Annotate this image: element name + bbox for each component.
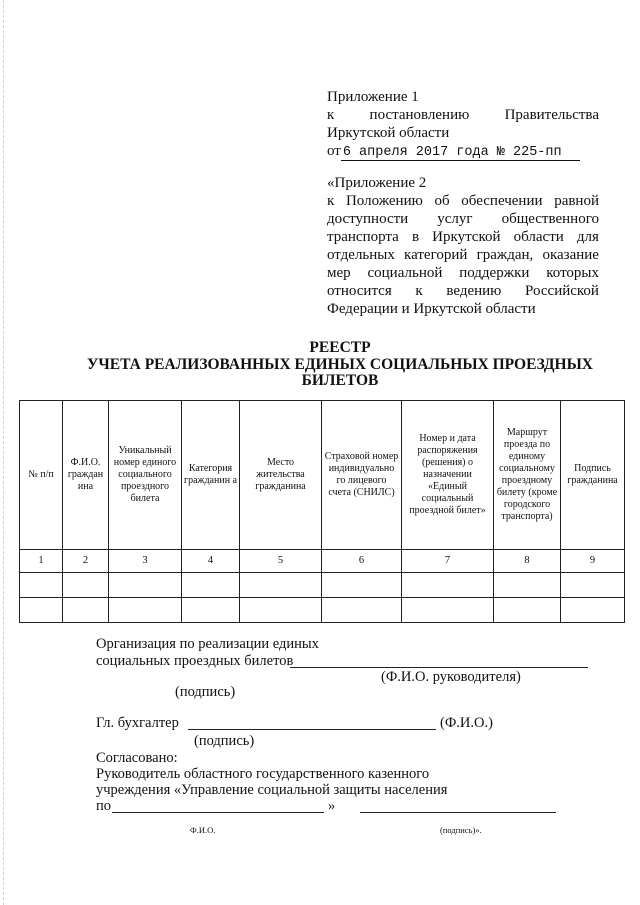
word: Иркутской xyxy=(432,229,501,245)
word: для xyxy=(576,229,599,245)
column-number: 8 xyxy=(494,550,561,573)
empty-cell xyxy=(561,598,625,623)
empty-cell xyxy=(109,573,182,598)
word: Правительства xyxy=(504,107,599,123)
word: поддержки xyxy=(459,265,530,281)
word: обеспечении xyxy=(461,193,543,209)
head-name-underline xyxy=(290,667,588,668)
appendix-2-line xyxy=(327,192,599,210)
appendix-2-line xyxy=(327,246,599,264)
empty-cell xyxy=(109,598,182,623)
appendix-1-title: Приложение 1 xyxy=(327,89,419,105)
fio-caption-small: Ф.И.О. xyxy=(190,825,216,835)
appendix-2-line xyxy=(327,300,599,318)
district-underline xyxy=(112,812,324,813)
header-cell: Уникальный номер единого социального проездного билета xyxy=(109,401,182,550)
column-number: 9 xyxy=(561,550,625,573)
column-number: 2 xyxy=(63,550,109,573)
empty-cell xyxy=(182,573,240,598)
signature-caption-1: (подпись) xyxy=(175,684,236,700)
empty-cell xyxy=(322,573,402,598)
word: равной xyxy=(554,193,599,209)
agreed-label: Согласовано: xyxy=(96,750,178,766)
table-number-row xyxy=(20,550,625,573)
table-empty-row xyxy=(20,598,625,623)
word: транспорта xyxy=(327,229,399,245)
word: области xyxy=(513,229,564,245)
appendix-2-line xyxy=(327,228,599,246)
accountant-name-caption: (Ф.И.О.) xyxy=(440,715,493,731)
header-cell: Ф.И.О. граждан ина xyxy=(63,401,109,550)
org-line-1: Организация по реализации единых xyxy=(96,636,319,652)
header-cell: Номер и дата распоряжения (решения) о назначении «Единый социальный проездной билет» xyxy=(402,401,494,550)
closing-quote: » xyxy=(328,798,336,814)
header-cell: Подпись гражданина xyxy=(561,401,625,550)
head-signature-underline xyxy=(360,812,556,813)
word: к xyxy=(327,193,335,209)
empty-cell xyxy=(561,573,625,598)
accountant-label: Гл. бухгалтер xyxy=(96,715,179,731)
accountant-signature-underline xyxy=(188,729,436,730)
head-name-caption: (Ф.И.О. руководителя) xyxy=(381,669,521,685)
word: услуг xyxy=(437,211,473,227)
empty-cell xyxy=(240,598,322,623)
header-cell: Категория гражданин а xyxy=(182,401,240,550)
column-number: 7 xyxy=(402,550,494,573)
table-header-row xyxy=(20,401,625,550)
header-cell: Место жительства гражданина xyxy=(240,401,322,550)
registry-title: РЕЕСТР xyxy=(309,339,371,356)
word: к xyxy=(327,107,335,123)
head-line-2: учреждения «Управление социальной защиты населения xyxy=(96,782,448,798)
header-cell: Маршрут проезда по единому социальному проездному билету (кроме городского транспорта) xyxy=(494,401,561,550)
word: доступности xyxy=(327,211,409,227)
empty-cell xyxy=(494,573,561,598)
appendix-2-line xyxy=(327,282,599,300)
word: «Приложение 2 xyxy=(327,175,427,191)
column-number: 1 xyxy=(20,550,63,573)
word: в xyxy=(411,229,420,245)
empty-cell xyxy=(240,573,322,598)
empty-cell xyxy=(63,573,109,598)
by-label: по xyxy=(96,798,112,814)
appendix-1-block xyxy=(327,88,599,160)
appendix-2-block xyxy=(327,174,599,318)
empty-cell xyxy=(402,598,494,623)
registry-subtitle-line-1: УЧЕТА РЕАЛИЗОВАННЫХ ЕДИНЫХ СОЦИАЛЬНЫХ ПРОЕЗДНЫХ xyxy=(86,356,593,373)
word: Федерации и Иркутской области xyxy=(327,301,536,317)
word: оказание xyxy=(542,247,599,263)
page-edge-dash xyxy=(3,0,4,905)
word: Положению xyxy=(345,193,423,209)
word: категорий xyxy=(404,247,468,263)
org-line-2: социальных проездных билетов xyxy=(96,653,294,669)
word: Российской xyxy=(525,283,599,299)
word: общественного xyxy=(501,211,599,227)
appendix-2-line xyxy=(327,264,599,282)
empty-cell xyxy=(63,598,109,623)
empty-cell xyxy=(182,598,240,623)
empty-cell xyxy=(322,598,402,623)
appendix-1-date-line xyxy=(327,142,599,160)
empty-cell xyxy=(20,573,63,598)
word: постановлению xyxy=(369,107,470,123)
appendix-1-line-3: Иркутской области xyxy=(327,125,450,141)
column-number: 5 xyxy=(240,550,322,573)
appendix-2-line xyxy=(327,174,599,192)
column-number: 6 xyxy=(322,550,402,573)
registry-table xyxy=(19,400,625,623)
word: социальной xyxy=(367,265,443,281)
word: которых xyxy=(546,265,599,281)
table-empty-row xyxy=(20,573,625,598)
from-label: от xyxy=(327,143,341,159)
column-number: 4 xyxy=(182,550,240,573)
order-number: 6 апреля 2017 года № 225-пп xyxy=(341,145,580,161)
column-number: 3 xyxy=(109,550,182,573)
signature-caption-small: (подпись)». xyxy=(440,825,482,835)
word: относится xyxy=(327,283,392,299)
empty-cell xyxy=(20,598,63,623)
word: граждан, xyxy=(476,247,534,263)
word: об xyxy=(434,193,450,209)
word: отдельных xyxy=(327,247,395,263)
header-cell: Страховой номер индивидуально го лицевого счета (СНИЛС) xyxy=(322,401,402,550)
empty-cell xyxy=(402,573,494,598)
empty-cell xyxy=(494,598,561,623)
signature-caption-2: (подпись) xyxy=(194,733,255,749)
word: мер xyxy=(327,265,351,281)
registry-subtitle-line-2: БИЛЕТОВ xyxy=(301,372,379,389)
head-line-1: Руководитель областного государственного казенного xyxy=(96,766,430,782)
word: к xyxy=(415,283,423,299)
word: ведению xyxy=(446,283,502,299)
appendix-1-line-2 xyxy=(327,106,599,124)
appendix-2-line xyxy=(327,210,599,228)
header-cell: № п/п xyxy=(20,401,63,550)
